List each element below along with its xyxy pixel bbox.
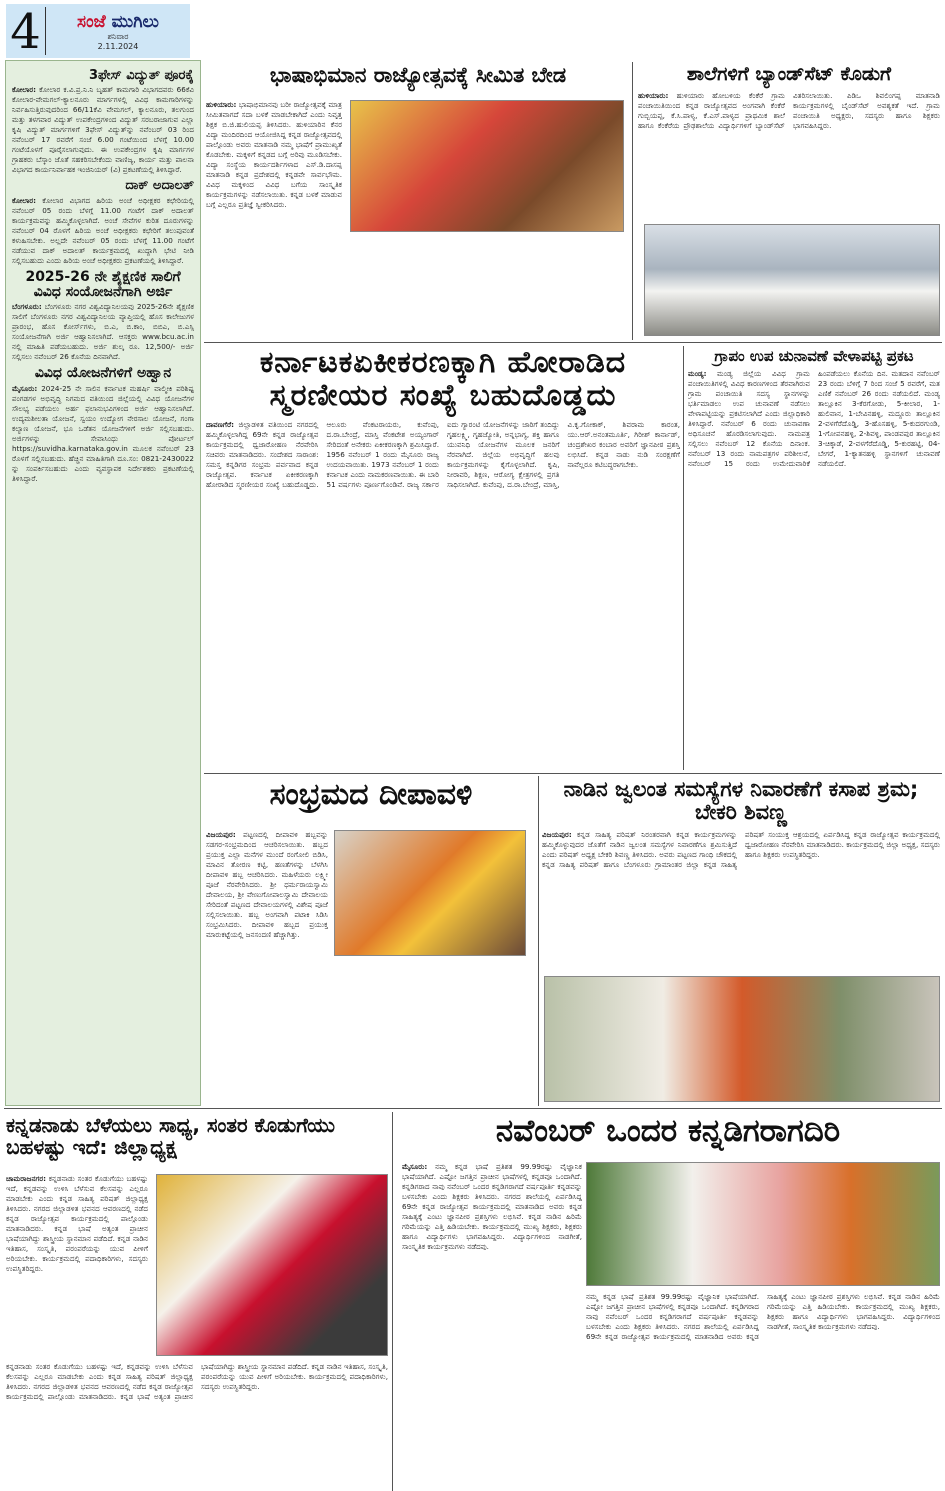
- issue-day: ಶನಿವಾರ: [107, 31, 129, 41]
- article-headline: ಸ್ಮರಣೀಯರ ಸಂಖ್ಯೆ ಬಹುದೊಡ್ಡದು: [269, 378, 617, 413]
- brief-headline: 2025-26 ನೇ ಶೈಕ್ಷಣಿಕ ಸಾಲಿಗೆ ವಿವಿಧ ಸಂಯೋಜನೆಗಾಗಿ ಅರ್ಜಿ: [25, 268, 181, 300]
- column-divider: [632, 62, 633, 340]
- page-number: 4: [6, 7, 46, 55]
- article-bandset: [638, 62, 940, 340]
- article-bhasha: [206, 62, 630, 340]
- article-body: ವಿಜಯಪುರ: ಕನ್ನಡ ಸಾಹಿತ್ಯ ಪರಿಷತ್ ನಿರಂತರವಾಗಿ ಕನ್ನಡ ಕಾರ್ಯಕ್ರಮಗಳನ್ನು ಹಮ್ಮಿಕೊಳ್ಳುವುದರ ಜೊತೆಗೆ ನಾಡಿನ ಜ್ವಲಂತ ಸಮಸ್ಯೆಗಳ ನಿವಾರಣೆಗೂ ಶ್ರಮಿಸುತ್ತಿದೆ ಎಂದು ಪರಿಷತ್ ಅಧ್ಯಕ್ಷ ಬೇಕರಿ ಶಿವಣ್ಣ ತಿಳಿಸಿದರು. ಅವರು ಪಟ್ಟಣದ ಗಾಂಧಿ ಚೌಕದಲ್ಲಿ ಕನ್ನಡ ಸಾಹಿತ್ಯ ಪರಿಷತ್ ಹಾಗೂ ಬೆಂಗಳೂರು ಗ್ರಾಮಾಂತರ ಜಿಲ್ಲಾ ಕನ್ನಡ ಸಾಹಿತ್ಯ ಪರಿಷತ್ ಸಂಯುಕ್ತ ಆಶ್ರಯದಲ್ಲಿ ಏರ್ಪಡಿಸಿದ್ದ ಕನ್ನಡ ರಾಜ್ಯೋತ್ಸವ ಕಾರ್ಯಕ್ರಮದಲ್ಲಿ ಧ್ವಜಾರೋಹಣ ನೆರವೇರಿಸಿ ಮಾತನಾಡಿದರು. ಕಾರ್ಯಕ್ರಮದಲ್ಲಿ ಜಿಲ್ಲಾ ಅಧ್ಯಕ್ಷ, ಸದಸ್ಯರು ಹಾಗೂ ಶಿಕ್ಷಕರು ಉಪಸ್ಥಿತರಿದ್ದರು.: [542, 830, 940, 870]
- article-photo: [586, 1162, 940, 1286]
- article-body: ಮಂಡ್ಯ: ಮಂಡ್ಯ ಜಿಲ್ಲೆಯ ವಿವಿಧ ಗ್ರಾಮ ಪಂಚಾಯಿತಿಗಳಲ್ಲಿ ವಿವಿಧ ಕಾರಣಗಳಿಂದ ತೆರವಾಗಿರುವ ಗ್ರಾಮ ಪಂಚಾಯಿತಿ ಸದಸ್ಯ ಸ್ಥಾನಗಳನ್ನು ಭರ್ತಿಮಾಡಲು ಉಪ ಚುನಾವಣೆ ನಡೆಸಲು ವೇಳಾಪಟ್ಟಿಯನ್ನು ಪ್ರಕಟಿಸಲಾಗಿದೆ ಎಂದು ಜಿಲ್ಲಾಧಿಕಾರಿ ತಿಳಿಸಿದ್ದಾರೆ. ನವೆಂಬರ್ 6 ರಂದು ಚುನಾವಣಾ ಅಧಿಸೂಚನೆ ಹೊರಡಿಸಲಾಗುವುದು. ನಾಮಪತ್ರ ಸಲ್ಲಿಸಲು ನವೆಂಬರ್ 12 ಕೊನೆಯ ದಿನಾಂಕ. ನವೆಂಬರ್ 13 ರಂದು ನಾಮಪತ್ರಗಳ ಪರಿಶೀಲನೆ, ನವೆಂಬರ್ 15 ರಂದು ಉಮೇದುವಾರಿಕೆ ಹಿಂಪಡೆಯಲು ಕೊನೆಯ ದಿನ. ಮತದಾನ ನವೆಂಬರ್ 23 ರಂದು ಬೆಳಿಗ್ಗೆ 7 ರಿಂದ ಸಂಜೆ 5 ರವರೆಗೆ, ಮತ ಎಣಿಕೆ ನವೆಂಬರ್ 26 ರಂದು ನಡೆಯಲಿದೆ. ಮಂಡ್ಯ ತಾಲ್ಲೂಕಿನ 3-ಕೆರಗೋಡು, 5-ಕೀಲಾರ, 1-ಹುಲಿವಾನ, 1-ಬೇವಿನಹಳ್ಳಿ, ಮದ್ದೂರು ತಾಲ್ಲೂಕಿನ 2-ವಳಗೆರೆದೊಡ್ಡಿ, 3-ಹೊಸಹಳ್ಳಿ, 5-ಕುದರಗುಂಡಿ, 1-ಗೋಪನಹಳ್ಳಿ, 2-ಶಿವಳ್ಳಿ, ಪಾಂಡವಪುರ ತಾಲ್ಲೂಕಿನ 3-ಚಿಕ್ಕಾಡೆ, 2-ವಳಗೆರೆದೊಡ್ಡಿ, 5-ಕುರಹಟ್ಟಿ, 04-ಬೇಗರೆ, 1-ಕ್ಯಾತನಹಳ್ಳಿ ಸ್ಥಾನಗಳಿಗೆ ಚುನಾವಣೆ ನಡೆಯಲಿದೆ.: [688, 368, 940, 468]
- brief-headline: ವಿವಿಧ ಯೋಜನೆಗಳಿಗೆ ಅಹ್ವಾನ: [34, 365, 172, 382]
- article-photo: [350, 100, 624, 232]
- article-body: ವಿಜಯಪುರ: ಪಟ್ಟಣದಲ್ಲಿ ದೀಪಾವಳಿ ಹಬ್ಬವನ್ನು ಸಡಗರ-ಸಂಭ್ರಮದಿಂದ ಆಚರಿಸಲಾಯಿತು. ಹಬ್ಬದ ಪ್ರಯುಕ್ತ ಎಲ್ಲಾ ಮನೆಗಳ ಮುಂದೆ ರಂಗೋಲಿ ಬಿಡಿಸಿ, ಮಾವಿನ ತೋರಣ ಕಟ್ಟಿ, ಹಣತೆಗಳನ್ನು ಬೆಳಗಿಸಿ ದೀಪಾವಳಿ ಹಬ್ಬ ಆಚರಿಸಿದರು. ಮಹಿಳೆಯರು ಲಕ್ಷ್ಮೀ ಪೂಜೆ ನೆರವೇರಿಸಿದರು. ಶ್ರೀ ಧರ್ಮರಾಯಸ್ವಾಮಿ ದೇವಾಲಯ, ಶ್ರೀ ವೇಣುಗೋಪಾಲಸ್ವಾಮಿ ದೇವಾಲಯ ಸೇರಿದಂತೆ ಪಟ್ಟಣದ ದೇವಾಲಯಗಳಲ್ಲಿ ವಿಶೇಷ ಪೂಜೆ ಸಲ್ಲಿಸಲಾಯಿತು. ಹಬ್ಬ ಅಂಗವಾಗಿ ಪಟಾಕಿ ಸಿಡಿಸಿ ಸಂಭ್ರಮಿಸಿದರು. ದೀಪಾವಳಿ ಹಬ್ಬದ ಪ್ರಯುಕ್ತ ಮಾರುಕಟ್ಟೆಯಲ್ಲಿ ಜನಸಂದಣಿ ಹೆಚ್ಚಾಗಿತ್ತು.: [206, 830, 328, 939]
- brand: [46, 12, 190, 51]
- article-body: ಮೈಸೂರು: ನಮ್ಮ ಕನ್ನಡ ಭಾಷೆ ಪ್ರತಿಶತ 99.99ರಷ್ಟು ವೈಜ್ಞಾನಿಕ ಭಾಷೆಯಾಗಿದೆ. ಎಷ್ಟೋ ಜಗತ್ತಿನ ಪ್ರಾಚೀನ ಭಾಷೆಗಳಲ್ಲಿ ಕನ್ನಡವೂ ಒಂದಾಗಿದೆ. ಕನ್ನಡಿಗರಾದ ನಾವು ನವೆಂಬರ್ ಒಂದರ ಕನ್ನಡಿಗರಾಗದೆ ವರ್ಷಪೂರ್ತಿ ಕನ್ನಡವನ್ನು ಬಳಸಬೇಕು ಎಂದು ಶಿಕ್ಷಕರು ತಿಳಿಸಿದರು. ನಗರದ ಶಾಲೆಯಲ್ಲಿ ಏರ್ಪಡಿಸಿದ್ದ 69ನೇ ಕನ್ನಡ ರಾಜ್ಯೋತ್ಸವ ಕಾರ್ಯಕ್ರಮದಲ್ಲಿ ಮಾತನಾಡಿದ ಅವರು ಕನ್ನಡ ಸಾಹಿತ್ಯಕ್ಕೆ ಎಂಟು ಜ್ಞಾನಪೀಠ ಪ್ರಶಸ್ತಿಗಳು ಲಭಿಸಿವೆ. ಕನ್ನಡ ನಾಡಿನ ಹಿರಿಮೆ ಗರಿಮೆಯನ್ನು ಎತ್ತಿ ಹಿಡಿಯಬೇಕು. ಕಾರ್ಯಕ್ರಮದಲ್ಲಿ ಮುಖ್ಯ ಶಿಕ್ಷಕರು, ಶಿಕ್ಷಕರು ಹಾಗೂ ವಿದ್ಯಾರ್ಥಿಗಳು ಭಾಗವಹಿಸಿದ್ದರು. ವಿದ್ಯಾರ್ಥಿಗಳಿಂದ ನಾಡಗೀತೆ, ಸಾಂಸ್ಕೃತಿಕ ಕಾರ್ಯಕ್ರಮಗಳು ನಡೆದವು.: [402, 1162, 582, 1251]
- column-divider: [683, 346, 684, 770]
- article-headline: ಭಾಷಾಭಿಮಾನ ರಾಜ್ಯೋತ್ಸವಕ್ಕೆ ಸೀಮಿತ ಬೇಡ: [269, 63, 567, 87]
- article-headline: ಗ್ರಾಪಂ ಉಪ ಚುನಾವಣೆ ವೇಳಾಪಟ್ಟಿ ಪ್ರಕಟ: [714, 347, 914, 365]
- column-divider: [392, 1112, 393, 1491]
- article-photo: [334, 830, 526, 956]
- brief-body: ಬೆಂಗಳೂರು: ಬೆಂಗಳೂರು ನಗರ ವಿಶ್ವವಿದ್ಯಾನಿಲಯವು 2025-26ನೇ ಶೈಕ್ಷಣಿಕ ಸಾಲಿಗೆ ಬೆಂಗಳೂರು ನಗರ ವಿಶ್ವವಿದ್ಯಾನಿಲಯ ವ್ಯಾಪ್ತಿಯಲ್ಲಿ ಹೊಸ ಕಾಲೇಜುಗಳ ಪ್ರಾರಂಭ, ಹೊಸ ಕೋರ್ಸ್‌ಗಳು, ಬಿ.ಎ, ಬಿ.ಕಾಂ, ಬಿಬಿಎ, ಬಿ.ಎಸ್ಸಿ ಸಂಯೋಜನೆಗಾಗಿ ಅರ್ಜಿ ಆಹ್ವಾನಿಸಲಾಗಿದೆ. ಆಸಕ್ತರು www.bcu.ac.in ನಲ್ಲಿ ಮಾಹಿತಿ ಪಡೆಯಬಹುದು. ಅರ್ಜಿ ಶುಲ್ಕ ರೂ. 12,500/- ಅರ್ಜಿ ಸಲ್ಲಿಸಲು ನವೆಂಬರ್ 26 ಕೊನೆಯ ದಿನವಾಗಿದೆ.: [12, 302, 194, 362]
- article-headline: ನವೆಂಬರ್ ಒಂದರ ಕನ್ನಡಿಗರಾಗದಿರಿ: [495, 1113, 841, 1149]
- article-body: ದಾವಣಗೆರೆ: ಜಿಲ್ಲಾಡಳಿತ ವತಿಯಿಂದ ನಗರದಲ್ಲಿ ಹಮ್ಮಿಕೊಳ್ಳಲಾಗಿದ್ದ 69ನೇ ಕನ್ನಡ ರಾಜ್ಯೋತ್ಸವ ಕಾರ್ಯಕ್ರಮದಲ್ಲಿ ಧ್ವಜಾರೋಹಣ ನೆರವೇರಿಸಿ ಸಚಿವರು ಮಾತನಾಡಿದರು. ಸಂದೇಶದ ಸಾರಾಂಶ: ಸಮಸ್ತ ಕನ್ನಡಿಗರ ಸಂಭ್ರಮ ಪರ್ವವಾದ ಕನ್ನಡ ರಾಜ್ಯೋತ್ಸವ. ಕರ್ನಾಟಕ ಏಕೀಕರಣಕ್ಕಾಗಿ ಹೋರಾಡಿದ ಸ್ಮರಣೀಯರ ಸಂಖ್ಯೆ ಬಹುದೊಡ್ಡದು. ಆಲೂರು ವೆಂಕಟರಾಯರು, ಕುವೆಂಪು, ದ.ರಾ.ಬೇಂದ್ರೆ, ಮಾಸ್ತಿ ವೆಂಕಟೇಶ ಅಯ್ಯಂಗಾರ್ ಸೇರಿದಂತೆ ಅನೇಕರು ಏಕೀಕರಣಕ್ಕಾಗಿ ಶ್ರಮಿಸಿದ್ದಾರೆ. 1956 ನವೆಂಬರ್ 1 ರಂದು ಮೈಸೂರು ರಾಜ್ಯ ಉದಯವಾಯಿತು. 1973 ನವೆಂಬರ್ 1 ರಂದು ಕರ್ನಾಟಕ ಎಂದು ನಾಮಕರಣವಾಯಿತು. ಈ ಬಾರಿ 51 ವರ್ಷಗಳು ಪೂರ್ಣಗೊಂಡಿವೆ. ರಾಜ್ಯ ಸರ್ಕಾರ ಐದು ಗ್ಯಾರಂಟಿ ಯೋಜನೆಗಳನ್ನು ಜಾರಿಗೆ ತಂದಿದ್ದು ಗೃಹಲಕ್ಷ್ಮಿ, ಗೃಹಜ್ಯೋತಿ, ಅನ್ನಭಾಗ್ಯ, ಶಕ್ತಿ ಹಾಗೂ ಯುವನಿಧಿ ಯೋಜನೆಗಳ ಮೂಲಕ ಜನರಿಗೆ ನೆರವಾಗಿದೆ. ಜಿಲ್ಲೆಯ ಅಭಿವೃದ್ಧಿಗೆ ಹಲವು ಕಾರ್ಯಕ್ರಮಗಳನ್ನು ಕೈಗೊಳ್ಳಲಾಗಿದೆ. ಕೃಷಿ, ನೀರಾವರಿ, ಶಿಕ್ಷಣ, ಆರೋಗ್ಯ ಕ್ಷೇತ್ರಗಳಲ್ಲಿ ಪ್ರಗತಿ ಸಾಧಿಸಲಾಗಿದೆ. ಕುವೆಂಪು, ದ.ರಾ.ಬೇಂದ್ರೆ, ಮಾಸ್ತಿ, ವಿ.ಕೃ.ಗೋಕಾಕ್, ಶಿವರಾಮ ಕಾರಂತ, ಯು.ಆರ್.ಅನಂತಮೂರ್ತಿ, ಗಿರೀಶ್ ಕಾರ್ನಾಡ್, ಚಂದ್ರಶೇಖರ ಕಂಬಾರ ಅವರಿಗೆ ಜ್ಞಾನಪೀಠ ಪ್ರಶಸ್ತಿ ಲಭಿಸಿದೆ. ಕನ್ನಡ ನಾಡು ನುಡಿ ಸಂರಕ್ಷಣೆಗೆ ನಾವೆಲ್ಲರೂ ಕಟಿಬದ್ಧರಾಗಬೇಕು.: [206, 420, 680, 489]
- left-briefs-column: [5, 60, 201, 1106]
- article-november: [396, 1112, 940, 1491]
- article-headline: ಸಂಭ್ರಮದ ದೀಪಾವಳಿ: [269, 777, 473, 812]
- article-body: ಹುಳಿಯಾರು: ಭಾಷಾಭಿಮಾನವು ಬರೀ ರಾಜ್ಯೋತ್ಸವಕ್ಕೆ ಮಾತ್ರ ಸೀಮಿತವಾಗದೆ ಸದಾ ಬಳಕೆ ಮಾಡಬೇಕಾಗಿದೆ ಎಂದು ನಿವೃತ್ತ ಶಿಕ್ಷಕ ಬಿ.ಜಿ.ಹುಲಿಯಪ್ಪ ತಿಳಿಸಿದರು. ಹುಳಿಯಾರಿನ ಕೆನರ ವಿದ್ಯಾ ಮಂದಿರದಿಂದ ಆಯೋಜಿಸಿದ್ದ ಕನ್ನಡ ರಾಜ್ಯೋತ್ಸವದಲ್ಲಿ ಪಾಲ್ಗೊಂಡು ಅವರು ಮಾತನಾಡಿ ನಮ್ಮ ಭಾಷೆಗೆ ಪ್ರಾಮುಖ್ಯತೆ ಕೊಡಬೇಕು. ಮಕ್ಕಳಿಗೆ ಕನ್ನಡದ ಬಗ್ಗೆ ಅರಿವು ಮೂಡಿಸಬೇಕು. ವಿದ್ಯಾ ಸಂಸ್ಥೆಯ ಕಾರ್ಯದರ್ಶಿಗಳಾದ ಎಸ್.ಡಿ.ದಾಸಪ್ಪ ಮಾತನಾಡಿ ಕನ್ನಡ ಪ್ರದೇಶದಲ್ಲಿ ಕನ್ನಡವೇ ಸಾರ್ವಭೌಮ. ವಿವಿಧ ಮಕ್ಕಳಿಂದ ವಿವಿಧ ಬಗೆಯ ಸಾಂಸ್ಕೃತಿಕ ಕಾರ್ಯಕ್ರಮಗಳನ್ನು ನಡೆಸಲಾಯಿತು. ಕನ್ನಡ ಬಳಕೆ ಮಾಡುವ ಬಗ್ಗೆ ಎಲ್ಲರೂ ಪ್ರತಿಜ್ಞೆ ಸ್ವೀಕರಿಸಿದರು.: [206, 100, 342, 209]
- article-ekikarana: [206, 346, 680, 770]
- brief-body: ಮೈಸೂರು: 2024-25 ನೇ ಸಾಲಿನ ಕರ್ನಾಟಕ ಮಹರ್ಷಿ ವಾಲ್ಮೀಕಿ ಪರಿಶಿಷ್ಟ ಪಂಗಡಗಳ ಅಭಿವೃದ್ಧಿ ನಿಗಮದ ವತಿಯಿಂದ ಜಿಲ್ಲೆಯಲ್ಲಿ ವಿವಿಧ ಯೋಜನೆಗಳ ಸೌಲಭ್ಯ ಪಡೆಯಲು ಅರ್ಹ ಫಲಾನುಭವಿಗಳಿಂದ ಅರ್ಜಿ ಆಹ್ವಾನಿಸಲಾಗಿದೆ. ಉದ್ಯಮಶೀಲತಾ ಯೋಜನೆ, ಸ್ವಯಂ ಉದ್ಯೋಗ ನೇರಸಾಲ ಯೋಜನೆ, ಗಂಗಾ ಕಲ್ಯಾಣ ಯೋಜನೆ, ಭೂ ಒಡೆತನ ಯೋಜನೆಗಳಿಗೆ ಅರ್ಜಿ ಸಲ್ಲಿಸಬಹುದು. ಅರ್ಜಿಗಳನ್ನು ಸೇವಾಸಿಂಧು ಪೋರ್ಟಲ್ https://suvidha.karnataka.gov.in ಮೂಲಕ ನವೆಂಬರ್ 23 ರೊಳಗೆ ಸಲ್ಲಿಸಬಹುದು. ಹೆಚ್ಚಿನ ಮಾಹಿತಿಗಾಗಿ ದೂ.ಸಂ: 0821-2430022 ನ್ನು ಸಂಪರ್ಕಿಸಬಹುದು ಎಂದು ವ್ಯವಸ್ಥಾಪಕ ನಿರ್ದೇಶಕರು ಪ್ರಕಟಣೆಯಲ್ಲಿ ತಿಳಿಸಿದ್ದಾರೆ.: [12, 383, 194, 483]
- issue-date: 2.11.2024: [97, 41, 139, 51]
- article-headline: ಶಾಲೆಗಳಿಗೆ ಬ್ಯಾಂಡ್‌ಸೆಟ್ ಕೊಡುಗೆ: [686, 63, 892, 85]
- brief-headline: ದಾಕ್ ಅದಾಲತ್: [125, 178, 194, 194]
- article-grapam: [688, 346, 940, 770]
- article-headline: ಕನ್ನಡನಾಡು ಬೆಳೆಯಲು ಸಾಧ್ಯ, ಸಂತರ ಕೊಡುಗೆಯು ಬಹಳಷ್ಟು ಇದೆ: ಜಿಲ್ಲಾಧ್ಯಕ್ಷ: [6, 1113, 335, 1159]
- newspaper-logo: ಸಂಜೆ ಮುಗಿಲು: [77, 11, 159, 32]
- masthead: [6, 4, 190, 58]
- article-photo: [544, 976, 940, 1102]
- article-deepavali: [206, 776, 536, 1106]
- article-body: ಹುಳಿಯಾರು: ಹುಳಿಯಾರು ಹೋಬಳಿಯ ಕೆಂಕೆರೆ ಗ್ರಾಮ ಪಂಚಾಯಿತಿಯಿಂದ ಕನ್ನಡ ರಾಜ್ಯೋತ್ಸವದ ಅಂಗವಾಗಿ ಕೆಂಕೆರೆ ಗುಬ್ಬಿಯಪ್ಪ, ಕೆ.ಸಿ.ಪಾಳ್ಯ, ಕೆ.ಎಸ್.ಪಾಳ್ಯದ ಪ್ರಾಥಮಿಕ ಶಾಲೆ ಹಾಗೂ ಕೆಂಕೆರೆಯ ಪ್ರೌಢಶಾಲೆಯ ವಿದ್ಯಾರ್ಥಿಗಳಿಗೆ ಬ್ಯಾಂಡ್‌ಸೆಟ್ ವಿತರಿಸಲಾಯಿತು. ಪಿಡಿಒ ಶಿವಲಿಂಗಪ್ಪ ಮಾತನಾಡಿ ಕಾರ್ಯಕ್ರಮಗಳಲ್ಲಿ ಬೈಂಡ್‌ಸೆಟ್ ಅವಶ್ಯಕತೆ ಇದೆ. ಗ್ರಾಮ ಪಂಚಾಯಿತಿ ಅಧ್ಯಕ್ಷರು, ಸದಸ್ಯರು ಹಾಗೂ ಶಿಕ್ಷಕರು ಭಾಗವಹಿಸಿದ್ದರು.: [638, 90, 940, 130]
- row-divider: [204, 773, 942, 774]
- article-santaru: [6, 1112, 390, 1491]
- brief-body: ಕೋಲಾರ: ಕೋಲಾರ ಕ.ವಿ.ಪ್ರ.ನಿ.ನಿ ಬೃಹತ್ ಕಾಮಗಾರಿ ವಿಭಾಗದವರು 66ಕೆವಿ ಕೋಲಾರ-ವೇಮಗಲ್-ಕ್ಯಾಲನೂರು ಮಾರ್ಗಗಳಲ್ಲಿ ವಿವಿಧ ಕಾಮಗಾರಿಗಳನ್ನು ನಿರ್ವಹಿಸುತ್ತಿರುವುದರಿಂದ 66/11ಕೆವಿ ವೇಮಗಲ್, ಕ್ಯಾಲನೂರು, ತಲಗುಂದ ಮತ್ತು ತಳಗವಾರ ವಿದ್ಯುತ್ ಉಪಕೇಂದ್ರಗಳಿಂದ ವಿದ್ಯುತ್ ಸರಬರಾಜಾಗುವ ಎಲ್ಲಾ ಕೃಷಿ ವಿದ್ಯುತ್ ಮಾರ್ಗಗಳಿಗೆ 3ಫೇಸ್ ವಿದ್ಯುತ್‌ನ್ನು ನವೆಂಬರ್ 03 ರಿಂದ ನವೆಂಬರ್ 17 ರವರೆಗೆ ಸಂಜೆ 6.00 ಗಂಟೆಯಿಂದ ಬೆಳಗ್ಗೆ 10.00 ಗಂಟೆಯೊಳಗೆ ಪೂರೈಸಲಾಗುವುದು. ಈ ಉಪಕೇಂದ್ರಗಳ ಕೃಷಿ ಮಾರ್ಗಗಳ ಗ್ರಾಹಕರು ಬೆಸ್ಕಾಂ ಜೊತೆ ಸಹಕರಿಸಬೇಕೆಂದು ವಾಣಿಜ್ಯ, ಕಾರ್ಯ ಮತ್ತು ಪಾಲನಾ ವಿಭಾಗದ ಕಾರ್ಯನಿರ್ವಾಹಕ ಇಂಜಿನಿಯರ್ (ವಿ) ಪ್ರಕಟಣೆಯಲ್ಲಿ ತಿಳಿಸಿದ್ದಾರೆ.: [12, 85, 194, 175]
- column-divider: [538, 776, 539, 1106]
- article-photo: [156, 1174, 388, 1356]
- article-body: ಚಾಮರಾಜನಗರ: ಕನ್ನಡನಾಡು ಸಂತರ ಕೊಡುಗೆಯು ಬಹಳಷ್ಟು ಇದೆ, ಕನ್ನಡವನ್ನು ಉಳಿಸಿ ಬೆಳೆಸುವ ಕೆಲಸವನ್ನು ಎಲ್ಲರೂ ಮಾಡಬೇಕು ಎಂದು ಕನ್ನಡ ಸಾಹಿತ್ಯ ಪರಿಷತ್ ಜಿಲ್ಲಾಧ್ಯಕ್ಷ ತಿಳಿಸಿದರು. ನಗರದ ಜಿಲ್ಲಾಡಳಿತ ಭವನದ ಆವರಣದಲ್ಲಿ ನಡೆದ ಕನ್ನಡ ರಾಜ್ಯೋತ್ಸವ ಕಾರ್ಯಕ್ರಮದಲ್ಲಿ ಪಾಲ್ಗೊಂಡು ಮಾತನಾಡಿದರು. ಕನ್ನಡ ಭಾಷೆ ಅತ್ಯಂತ ಪ್ರಾಚೀನ ಭಾಷೆಯಾಗಿದ್ದು ಶಾಸ್ತ್ರೀಯ ಸ್ಥಾನಮಾನ ಪಡೆದಿದೆ. ಕನ್ನಡ ನಾಡಿನ ಇತಿಹಾಸ, ಸಂಸ್ಕೃತಿ, ಪರಂಪರೆಯನ್ನು ಯುವ ಪೀಳಿಗೆ ಅರಿಯಬೇಕು. ಕಾರ್ಯಕ್ರಮದಲ್ಲಿ ಪದಾಧಿಕಾರಿಗಳು, ಸದಸ್ಯರು ಉಪಸ್ಥಿತರಿದ್ದರು.: [6, 1174, 148, 1273]
- row-divider: [204, 342, 942, 343]
- article-photo: [644, 224, 940, 336]
- row-divider: [4, 1108, 942, 1109]
- article-body-continued: ಕನ್ನಡನಾಡು ಸಂತರ ಕೊಡುಗೆಯು ಬಹಳಷ್ಟು ಇದೆ, ಕನ್ನಡವನ್ನು ಉಳಿಸಿ ಬೆಳೆಸುವ ಕೆಲಸವನ್ನು ಎಲ್ಲರೂ ಮಾಡಬೇಕು ಎಂದು ಕನ್ನಡ ಸಾಹಿತ್ಯ ಪರಿಷತ್ ಜಿಲ್ಲಾಧ್ಯಕ್ಷ ತಿಳಿಸಿದರು. ನಗರದ ಜಿಲ್ಲಾಡಳಿತ ಭವನದ ಆವರಣದಲ್ಲಿ ನಡೆದ ಕನ್ನಡ ರಾಜ್ಯೋತ್ಸವ ಕಾರ್ಯಕ್ರಮದಲ್ಲಿ ಪಾಲ್ಗೊಂಡು ಮಾತನಾಡಿದರು. ಕನ್ನಡ ಭಾಷೆ ಅತ್ಯಂತ ಪ್ರಾಚೀನ ಭಾಷೆಯಾಗಿದ್ದು ಶಾಸ್ತ್ರೀಯ ಸ್ಥಾನಮಾನ ಪಡೆದಿದೆ. ಕನ್ನಡ ನಾಡಿನ ಇತಿಹಾಸ, ಸಂಸ್ಕೃತಿ, ಪರಂಪರೆಯನ್ನು ಯುವ ಪೀಳಿಗೆ ಅರಿಯಬೇಕು. ಕಾರ್ಯಕ್ರಮದಲ್ಲಿ ಪದಾಧಿಕಾರಿಗಳು, ಸದಸ್ಯರು ಉಪಸ್ಥಿತರಿದ್ದರು.: [6, 1362, 388, 1401]
- article-kasapa: [542, 776, 940, 1106]
- article-body-continued: ನಮ್ಮ ಕನ್ನಡ ಭಾಷೆ ಪ್ರತಿಶತ 99.99ರಷ್ಟು ವೈಜ್ಞಾನಿಕ ಭಾಷೆಯಾಗಿದೆ. ಎಷ್ಟೋ ಜಗತ್ತಿನ ಪ್ರಾಚೀನ ಭಾಷೆಗಳಲ್ಲಿ ಕನ್ನಡವೂ ಒಂದಾಗಿದೆ. ಕನ್ನಡಿಗರಾದ ನಾವು ನವೆಂಬರ್ ಒಂದರ ಕನ್ನಡಿಗರಾಗದೆ ವರ್ಷಪೂರ್ತಿ ಕನ್ನಡವನ್ನು ಬಳಸಬೇಕು ಎಂದು ಶಿಕ್ಷಕರು ತಿಳಿಸಿದರು. ನಗರದ ಶಾಲೆಯಲ್ಲಿ ಏರ್ಪಡಿಸಿದ್ದ 69ನೇ ಕನ್ನಡ ರಾಜ್ಯೋತ್ಸವ ಕಾರ್ಯಕ್ರಮದಲ್ಲಿ ಮಾತನಾಡಿದ ಅವರು ಕನ್ನಡ ಸಾಹಿತ್ಯಕ್ಕೆ ಎಂಟು ಜ್ಞಾನಪೀಠ ಪ್ರಶಸ್ತಿಗಳು ಲಭಿಸಿವೆ. ಕನ್ನಡ ನಾಡಿನ ಹಿರಿಮೆ ಗರಿಮೆಯನ್ನು ಎತ್ತಿ ಹಿಡಿಯಬೇಕು. ಕಾರ್ಯಕ್ರಮದಲ್ಲಿ ಮುಖ್ಯ ಶಿಕ್ಷಕರು, ಶಿಕ್ಷಕರು ಹಾಗೂ ವಿದ್ಯಾರ್ಥಿಗಳು ಭಾಗವಹಿಸಿದ್ದರು. ವಿದ್ಯಾರ್ಥಿಗಳಿಂದ ನಾಡಗೀತೆ, ಸಾಂಸ್ಕೃತಿಕ ಕಾರ್ಯಕ್ರಮಗಳು ನಡೆದವು.: [586, 1292, 940, 1341]
- article-headline: ನಾಡಿನ ಜ್ವಲಂತ ಸಮಸ್ಯೆಗಳ ನಿವಾರಣೆಗೆ ಕಸಾಪ ಶ್ರಮ; ಬೇಕರಿ ಶಿವಣ್ಣ: [563, 777, 919, 825]
- article-headline: ಕರ್ನಾಟಕಏಕೀಕರಣಕ್ಕಾಗಿ ಹೋರಾಡಿದ: [259, 346, 627, 380]
- brief-body: ಕೋಲಾರ: ಕೋಲಾರ ವಿಭಾಗದ ಹಿರಿಯ ಅಂಚೆ ಅಧೀಕ್ಷಕರ ಕಛೇರಿಯಲ್ಲಿ ನವೆಂಬರ್ 05 ರಂದು ಬೆಳಗ್ಗೆ 11.00 ಗಂಟೆಗೆ ದಾಕ್ ಅದಾಲತ್ ಕಾರ್ಯಕ್ರಮವನ್ನು ಹಮ್ಮಿಕೊಳ್ಳಲಾಗಿದೆ. ಅಂಚೆ ಸೇವೆಗಳ ಕುರಿತ ದೂರುಗಳನ್ನು ನವೆಂಬರ್ 04 ರೊಳಗೆ ಹಿರಿಯ ಅಂಚೆ ಅಧೀಕ್ಷಕರು ಕಛೇರಿಗೆ ತಲುಪುವಂತೆ ಕಳುಹಿಸಬೇಕು. ಅಲ್ಲದೇ ನವೆಂಬರ್ 05 ರಂದು ಬೆಳಗ್ಗೆ 11.00 ಗಂಟೆಗೆ ನಡೆಯುವ ದಾಕ್ ಅದಾಲತ್ ಕಾರ್ಯಕ್ರಮದಲ್ಲಿ ಖುದ್ದಾಗಿ ಭೇಟಿ ನೀಡಿ ಸಲ್ಲಿಸಬಹುದು ಎಂದು ಹಿರಿಯ ಅಂಚೆ ಅಧೀಕ್ಷಕರು ಪ್ರಕಟಣೆಯಲ್ಲಿ ತಿಳಿಸಿದ್ದಾರೆ.: [12, 195, 194, 265]
- brief-headline: 3ಫೇಸ್ ವಿದ್ಯುತ್ ಪೂರಕೈ: [88, 68, 194, 83]
